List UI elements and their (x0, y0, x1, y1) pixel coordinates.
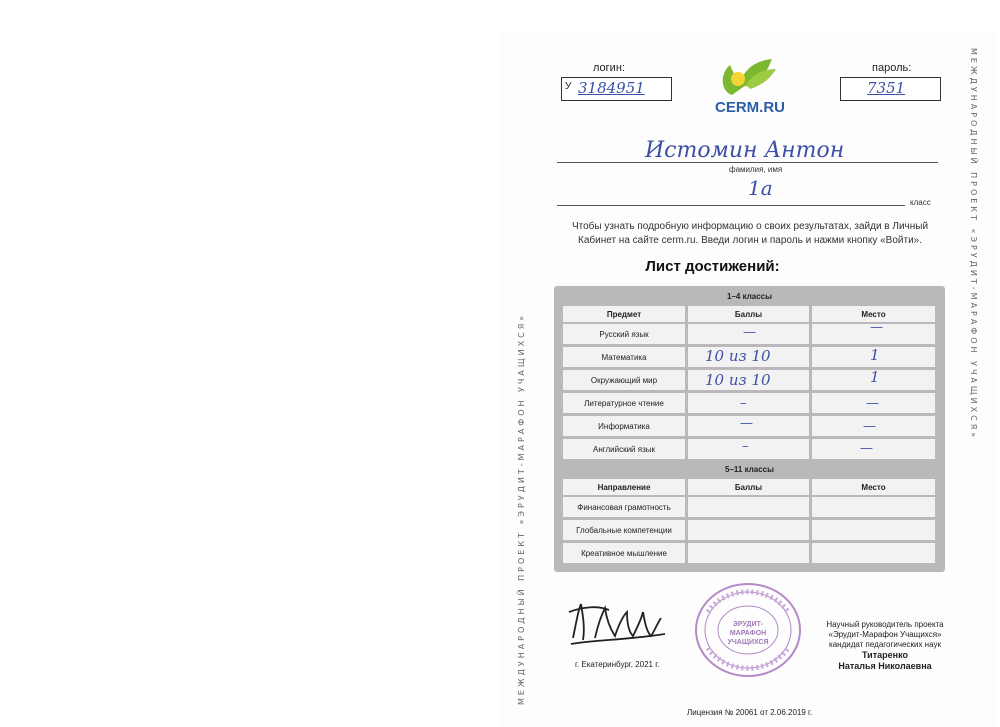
primary-row-subject: Литературное чтение (563, 393, 685, 413)
achievements-heading: Лист достижений: (645, 258, 780, 275)
license-text: Лицензия № 20061 от 2.06.2019 г. (687, 708, 813, 717)
login-box (561, 77, 672, 101)
stamp-center-text: ЭРУДИТ-МАРАФОН УЧАЩИХСЯ (727, 621, 769, 646)
student-class: 1а (748, 176, 773, 200)
signer-surname: Титаренко (862, 650, 908, 660)
primary-row-place: — (866, 396, 879, 411)
primary-row-place: — (870, 320, 883, 335)
primary-row-place: 1 (870, 368, 880, 386)
logo-text: CERM.RU (715, 99, 785, 116)
primary-row-score: 10 из 10 (705, 347, 771, 365)
primary-row-subject: Математика (563, 347, 685, 367)
name-line (557, 162, 938, 163)
primary-row-score: – (740, 396, 747, 411)
primary-header-subject: Предмет (563, 306, 685, 322)
secondary-row-score (688, 497, 809, 517)
password-label: пароль: (872, 62, 912, 74)
class-line (557, 205, 905, 206)
primary-row-place: — (863, 419, 876, 434)
cerm-logo (710, 55, 786, 117)
signature-mark (565, 598, 675, 648)
secondary-row-place (812, 520, 935, 540)
class-caption: класс (910, 198, 931, 207)
secondary-section-title: 5–11 классы (725, 465, 774, 474)
secondary-row-place (812, 543, 935, 563)
primary-section-title: 1–4 классы (727, 292, 772, 301)
student-name: Истомин Антон (645, 138, 845, 163)
side-text-left: МЕЖДУНАРОДНЫЙ ПРОЕКТ «ЭРУДИТ-МАРАФОН УЧАЩИХСЯ» (517, 312, 526, 705)
primary-row-subject: Английский язык (563, 439, 685, 459)
logo-leaf-icon (710, 55, 786, 101)
name-caption: фамилия, имя (729, 165, 783, 174)
secondary-row-subject: Креативное мышление (563, 543, 685, 563)
primary-row-place: — (860, 441, 873, 456)
organization-stamp (694, 582, 802, 678)
side-text-right: МЕЖДУНАРОДНЫЙ ПРОЕКТ «ЭРУДИТ-МАРАФОН УЧАЩИХСЯ» (969, 48, 978, 441)
primary-row-score: – (742, 439, 749, 454)
primary-row-score-cell (688, 393, 809, 413)
login-prefix: У (565, 81, 572, 92)
primary-row-subject: Русский язык (563, 324, 685, 344)
signer-line2: «Эрудит-Марафон Учащихся» (828, 630, 942, 639)
signer-block (815, 620, 955, 672)
signer-line3: кандидат педагогических наук (829, 640, 941, 649)
primary-header-place: Место (812, 306, 935, 322)
password-box (840, 77, 941, 101)
login-value: 3184951 (578, 79, 645, 97)
primary-row-score-cell (688, 439, 809, 459)
secondary-row-subject: Глобальные компетенции (563, 520, 685, 540)
secondary-row-score (688, 520, 809, 540)
secondary-row-subject: Финансовая грамотность (563, 497, 685, 517)
password-value: 7351 (867, 79, 906, 97)
secondary-header-score: Баллы (688, 479, 809, 495)
login-label: логин: (593, 62, 625, 74)
primary-row-subject: Окружающий мир (563, 370, 685, 390)
signer-name: Наталья Николаевна (838, 661, 932, 671)
secondary-row-place (812, 497, 935, 517)
primary-row-place: 1 (870, 346, 880, 364)
intro-text: Чтобы узнать подробную информацию о своих результатах, зайди в Личный Кабинет на сайте cerm.ru. Введи логин и пароль и нажми кнопку «Войти». (571, 221, 929, 246)
secondary-header-place: Место (812, 479, 935, 495)
secondary-header-subject: Направление (563, 479, 685, 495)
primary-row-score: — (743, 325, 756, 340)
city-year: г. Екатеринбург, 2021 г. (575, 660, 660, 669)
signer-line1: Научный руководитель проекта (826, 620, 944, 629)
secondary-row-score (688, 543, 809, 563)
primary-row-subject: Информатика (563, 416, 685, 436)
primary-row-place-cell (812, 439, 935, 459)
primary-row-score: — (740, 416, 753, 431)
primary-row-score: 10 из 10 (705, 371, 771, 389)
primary-header-score: Баллы (688, 306, 809, 322)
